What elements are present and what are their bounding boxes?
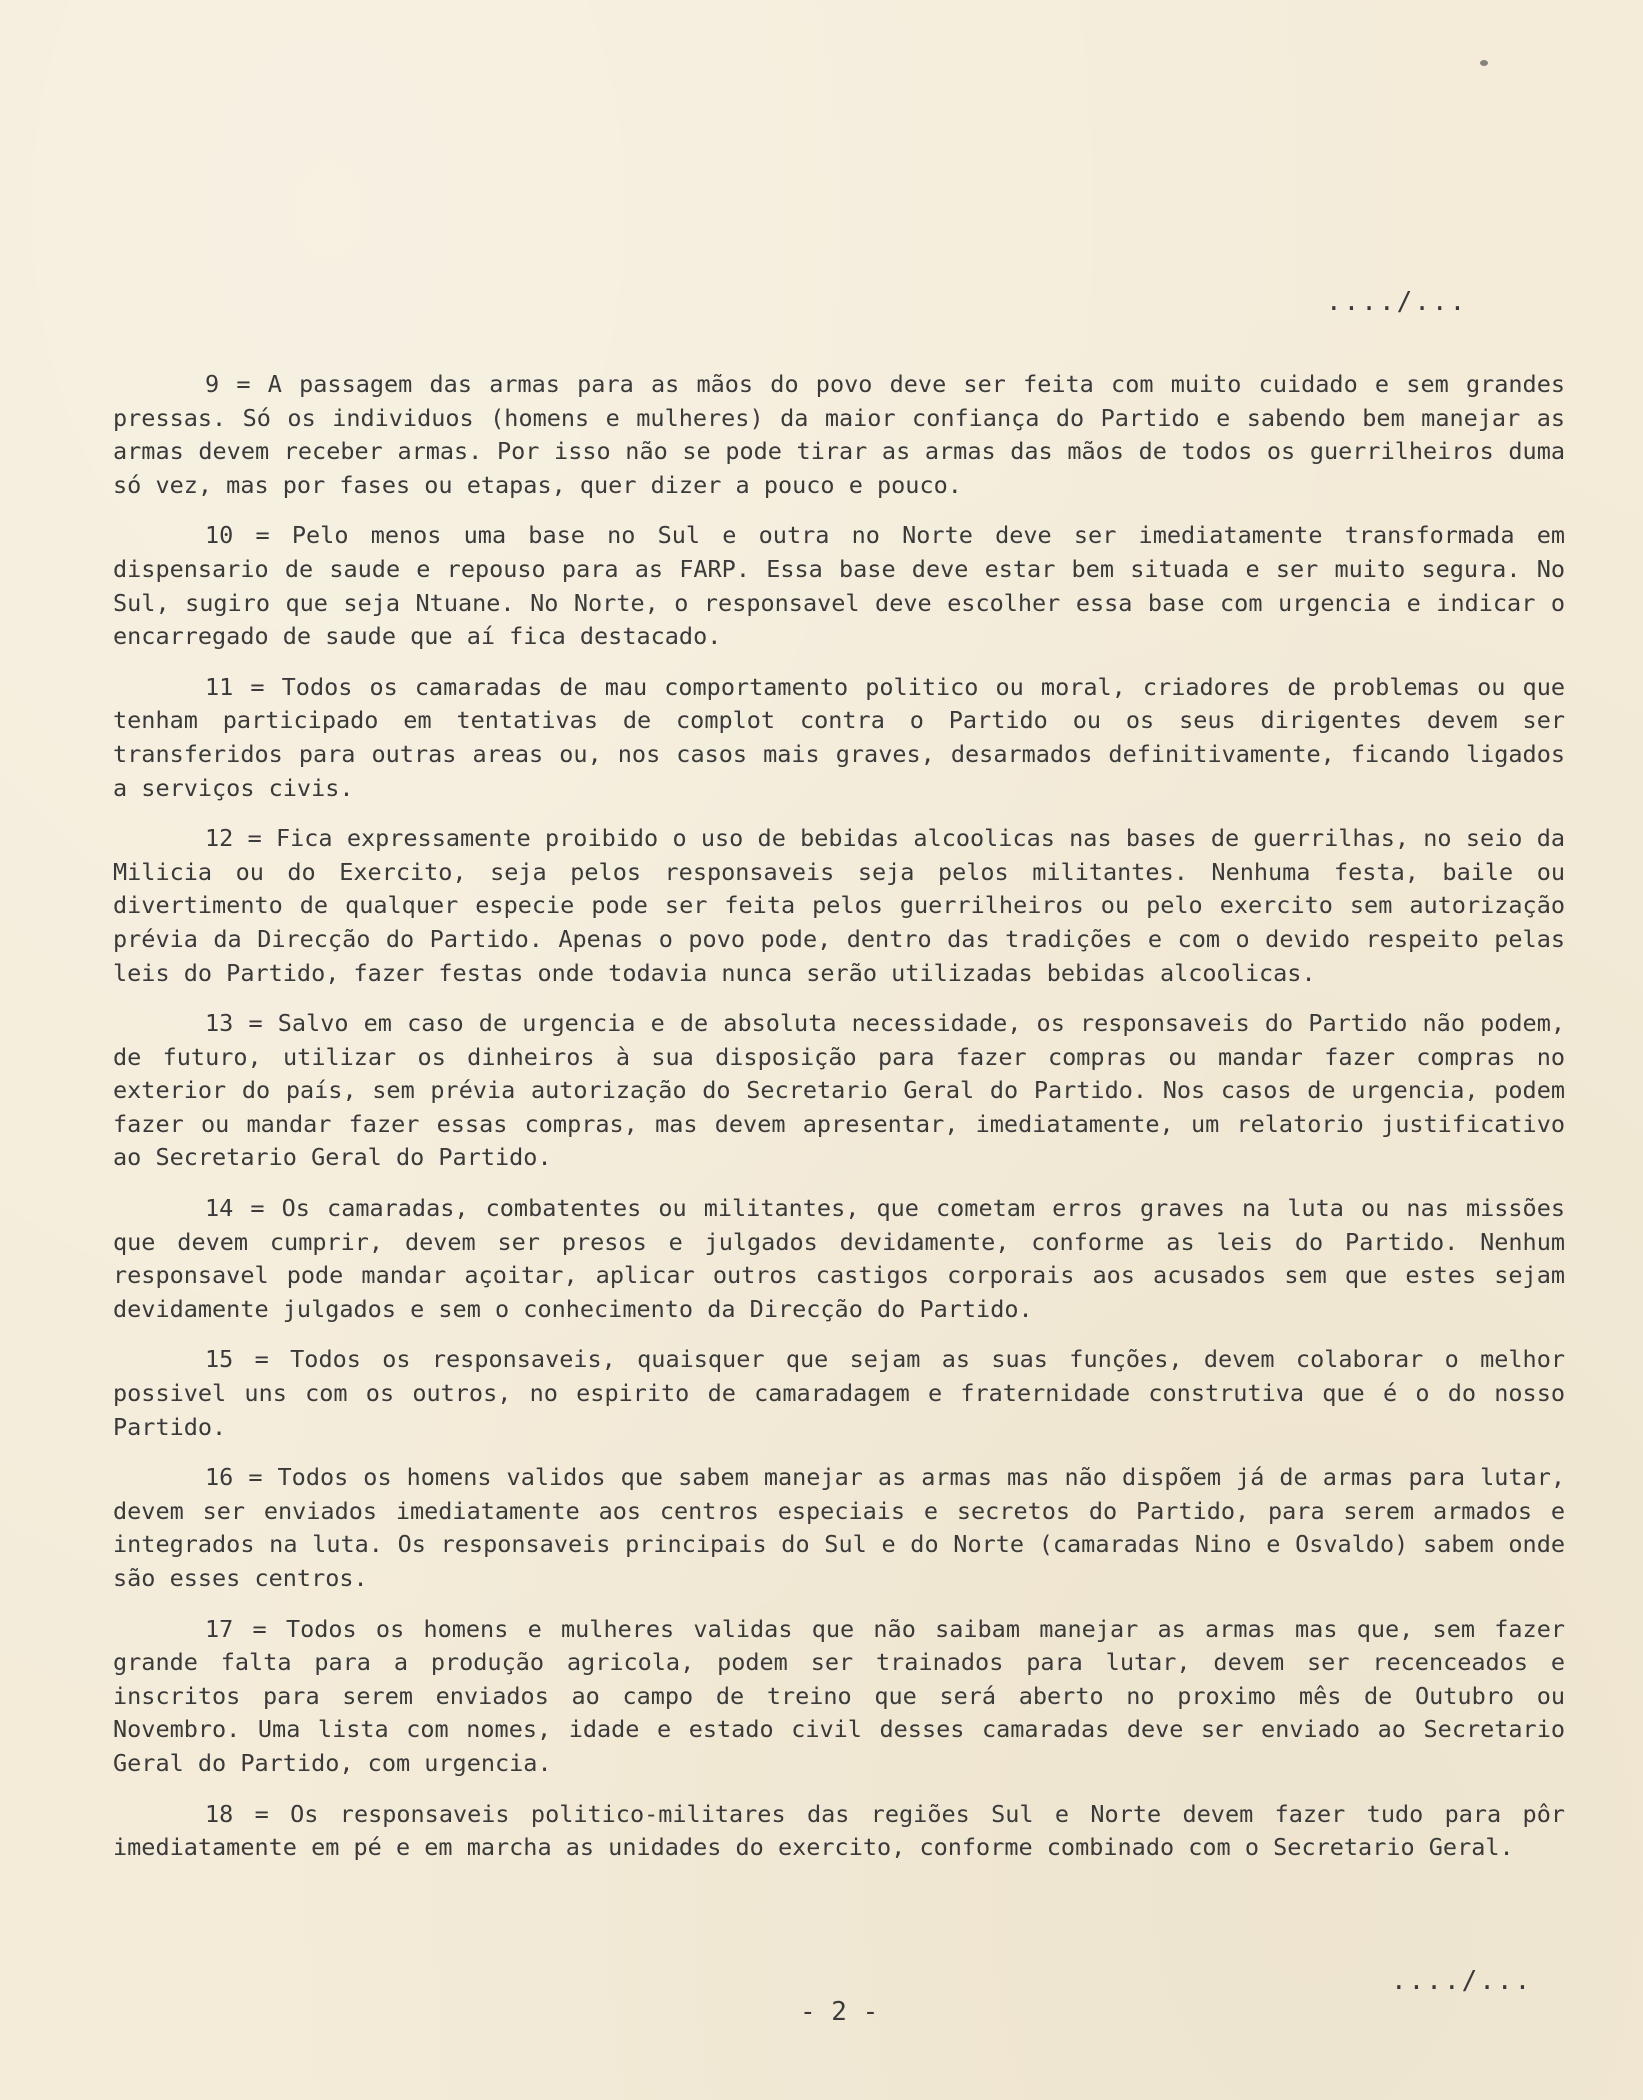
paragraph-15 <box>113 1343 1565 1444</box>
paragraph-number: 9 <box>205 370 220 398</box>
page-number: - 2 - <box>800 1997 879 2027</box>
paragraph-number: 12 <box>205 824 234 853</box>
paragraph-13 <box>113 1007 1565 1175</box>
paragraph-text: = Pelo menos uma base no Sul e outra no Norte deve ser imediatamente transformada em dispensario de saude e repouso para as FARP. Essa base deve estar bem situada e ser muito segura. No Sul, sugiro que seja Ntuane. No Norte, o responsavel deve escolher essa base com urgencia e indicar o encarregado de saude que aí fica destacado. <box>113 521 1565 651</box>
paragraph-number: 13 <box>205 1009 234 1038</box>
paragraph-text: = Os camaradas, combatentes ou militantes, que cometam erros graves na luta ou nas missões que devem cumprir, devem ser presos e julgados devidamente, conforme as leis do Partido. Nenhum responsavel pode mandar açoitar, aplicar outros castigos corporais aos acusados sem que estes sejam devidamente julgados e sem o conhecimento da Direcção do Partido. <box>113 1194 1565 1323</box>
continuation-mark-top: ..../... <box>1326 287 1468 317</box>
paragraph-number: 16 <box>205 1463 234 1492</box>
paragraph-10 <box>113 519 1565 653</box>
paragraph-11 <box>113 671 1565 805</box>
paragraph-14 <box>113 1192 1565 1326</box>
paragraph-text: = Todos os responsaveis, quaisquer que sejam as suas funções, devem colaborar o melhor possivel uns com os outros, no espirito de camaradagem e fraternidade construtiva que é o do nosso Partido. <box>113 1345 1565 1441</box>
paragraph-text: = Todos os homens validos que sabem manejar as armas mas não dispõem já de armas para lutar, devem ser enviados imediatamente aos centros especiais e secretos do Partido, para serem armados e integrados na luta. Os responsaveis principais do Sul e do Norte (camaradas Nino e Osvaldo) sabem onde são esses centros. <box>113 1463 1566 1592</box>
paragraph-17 <box>113 1613 1565 1781</box>
paragraph-text: = A passagem das armas para as mãos do povo deve ser feita com muito cuidado e sem grandes pressas. Só os individuos (homens e mulheres) da maior confiança do Partido e sabendo bem manejar as armas devem receber armas. Por isso não se pode tirar as armas das mãos de todos os guerrilheiros duma só vez, mas por fases ou etapas, quer dizer a pouco e pouco. <box>113 370 1566 499</box>
ink-speck <box>1480 60 1488 66</box>
paragraph-number: 17 <box>205 1614 234 1643</box>
paragraph-number: 18 <box>205 1799 234 1828</box>
paragraph-text: = Todos os homens e mulheres validas que não saibam manejar as armas mas que, sem fazer grande falta para a produção agricola, podem ser trainados para lutar, devem ser recenceados e inscritos para serem enviados ao campo de treino que será aberto no proximo mês de Outubro ou Novembro. Uma lista com nomes, idade e estado civil desses camaradas deve ser enviado ao Secretario Geral do Partido, com urgencia. <box>113 1614 1565 1777</box>
paragraph-number: 11 <box>205 672 234 701</box>
document-body <box>113 368 1565 1882</box>
paragraph-text: = Todos os camaradas de mau comportamento politico ou moral, criadores de problemas ou que tenham participado em tentativas de complot contra o Partido ou os seus dirigentes devem ser transferidos para outras areas ou, nos casos mais graves, desarmados definitivamente, ficando ligados a serviços civis. <box>113 672 1565 802</box>
paragraph-18 <box>113 1798 1565 1865</box>
continuation-mark-bottom: ..../... <box>1391 1966 1533 1996</box>
paragraph-12 <box>113 822 1565 990</box>
paragraph-number: 14 <box>205 1194 234 1223</box>
paragraph-text: = Os responsaveis politico-militares das regiões Sul e Norte devem fazer tudo para pôr imediatamente em pé e em marcha as unidades do exercito, conforme combinado com o Secretario Geral. <box>113 1799 1565 1862</box>
paragraph-9 <box>113 368 1565 502</box>
paragraph-16 <box>113 1461 1565 1595</box>
paragraph-number: 15 <box>205 1345 234 1374</box>
paragraph-text: = Salvo em caso de urgencia e de absoluta necessidade, os responsaveis do Partido não podem, de futuro, utilizar os dinheiros à sua disposição para fazer compras ou mandar fazer compras no exterior do país, sem prévia autorização do Secretario Geral do Partido. Nos casos de urgencia, podem fazer ou mandar fazer essas compras, mas devem apresentar, imediatamente, um relatorio justificativo ao Secretario Geral do Partido. <box>113 1009 1565 1172</box>
paragraph-number: 10 <box>205 521 234 550</box>
paragraph-text: = Fica expressamente proibido o uso de bebidas alcoolicas nas bases de guerrilhas, no seio da Milicia ou do Exercito, seja pelos responsaveis seja pelos militantes. Nenhuma festa, baile ou divertimento de qualquer especie pode ser feita pelos guerrilheiros ou pelo exercito sem autorização prévia da Direcção do Partido. Apenas o povo pode, dentro das tradições e com o devido respeito pelas leis do Partido, fazer festas onde todavia nunca serão utilizadas bebidas alcoolicas. <box>113 824 1565 987</box>
